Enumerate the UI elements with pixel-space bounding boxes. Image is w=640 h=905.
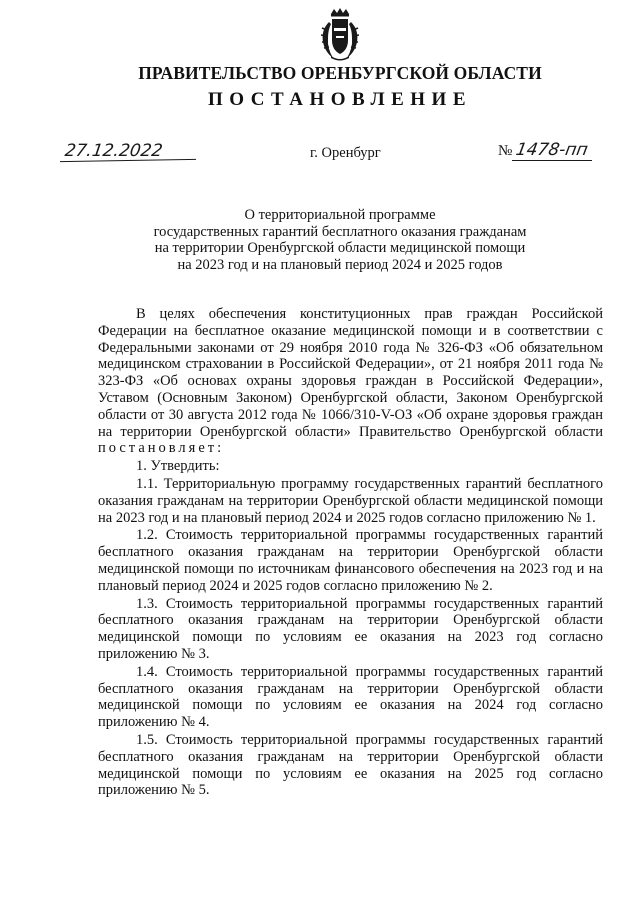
item-1-1: 1.1. Территориальную программу государственных гарантий бесплатного оказания гражданам на территории Оренбургской области медицинской помощи на 2023 год и на плановый период 2024 и 2025 годов согласно приложению № 1. (98, 475, 603, 526)
title-line: на 2023 год и на плановый период 2024 и 2025 годов (177, 256, 503, 273)
title-line: на территории Оренбургской области медицинской помощи (154, 240, 526, 257)
government-name: ПРАВИТЕЛЬСТВО ОРЕНБУРГСКОЙ ОБЛАСТИ (138, 63, 542, 83)
item-1-5: 1.5. Стоимость территориальной программы государственных гарантий бесплатного оказания гражданам на территории Оренбургской области медицинской помощи по условиям ее оказания на 2025 год согласно приложению № 5. (98, 731, 603, 799)
decree-number: 1478-пп (514, 140, 590, 160)
item-1-4: 1.4. Стоимость территориальной программы государственных гарантий бесплатного оказания гражданам на территории Оренбургской области медицинской помощи по условиям ее оказания на 2024 год согласно приложению № 4. (98, 663, 603, 731)
item-1: 1. Утвердить: (136, 458, 220, 475)
item-1-2: 1.2. Стоимость территориальной программы государственных гарантий бесплатного оказания гражданам на территории Оренбургской области медицинской помощи по источникам финансового обеспечения на 2023 год и на плановый период 2024 и 2025 годов согласно приложению № 2. (98, 527, 603, 594)
preamble-paragraph (98, 306, 603, 457)
title-line: О территориальной программе (244, 207, 436, 223)
document-body (98, 306, 603, 800)
number-underline (512, 160, 592, 161)
document-type: ПОСТАНОВЛЕНИЕ (207, 89, 473, 110)
decree-word: постановляет: (98, 440, 225, 457)
document-title (0, 207, 640, 273)
coat-of-arms-icon (319, 8, 361, 62)
preamble-text: В целях обеспечения конституционных прав граждан Российской Федерации на бесплатное оказание медицинской помощи и в соответствии с Федеральными законами от 29 ноября 2010 года № 326-ФЗ «Об обязательном медицинском страховании в Российской Федерации», от 21 ноября 2011 года № 323-ФЗ «Об основах охраны здоровья граждан в Российской Федерации», Уставом (Основным Законом) Оренбургской области, Законом Оренбургской области от 30 августа 2012 года № 1066/310-V-ОЗ «Об охране здоровья граждан на территории Оренбургской области» Правительство Оренбургской области (98, 306, 603, 440)
city-name: г. Оренбург (310, 145, 381, 161)
decree-date: 27.12.2022 (63, 141, 164, 161)
title-line: государственных гарантий бесплатного оказания гражданам (153, 223, 527, 240)
number-sign: № (498, 143, 513, 159)
item-1-3: 1.3. Стоимость территориальной программы государственных гарантий бесплатного оказания гражданам на территории Оренбургской области медицинской помощи по условиям ее оказания на 2023 год согласно приложению № 3. (98, 595, 603, 662)
